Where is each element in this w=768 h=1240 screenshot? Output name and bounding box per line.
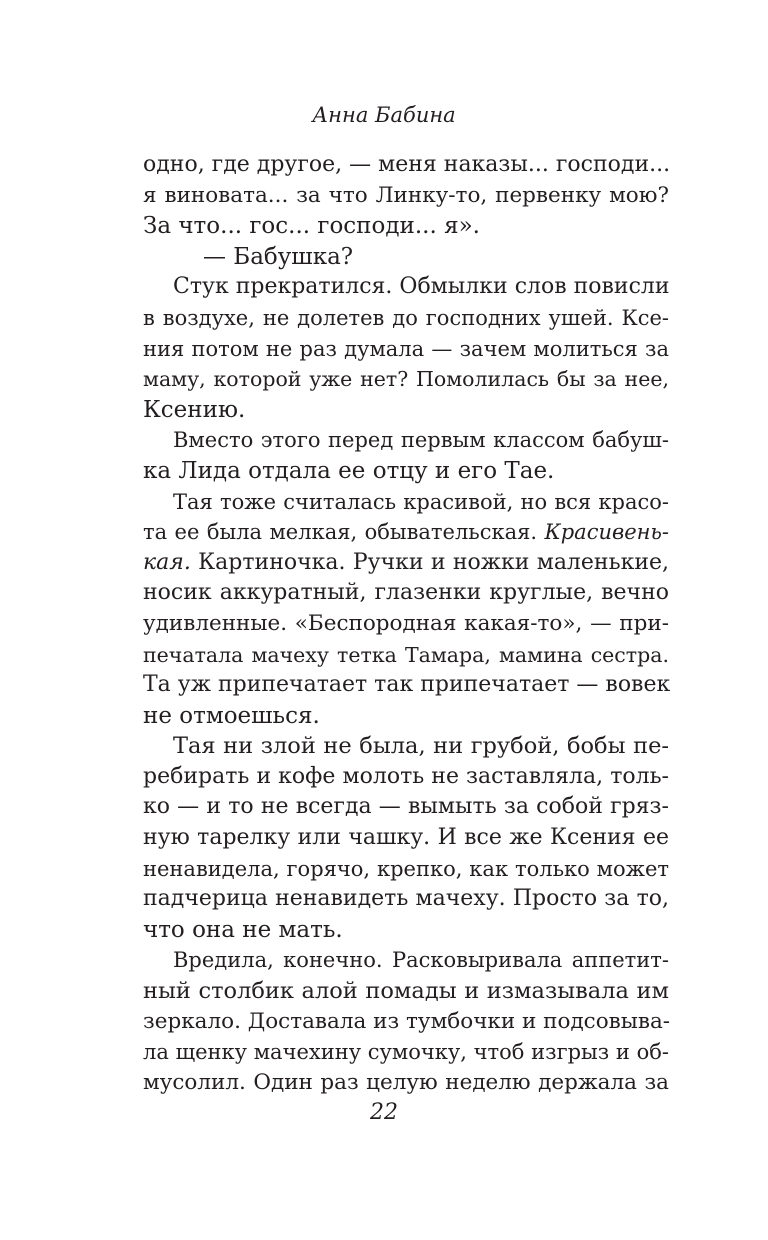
text-line: печатала мачеху тетка Тамара, мамина сестра. <box>143 642 669 667</box>
text-line: ребирать и кофе молоть не заставляла, толь- <box>143 763 669 789</box>
text-line: Вместо этого перед первым классом бабуш- <box>173 428 669 453</box>
text-line: Та уж припечатает так припечатает — вовек <box>143 672 671 698</box>
page-number: 22 <box>370 1100 398 1125</box>
paragraph <box>143 487 669 732</box>
text-line <box>143 517 669 548</box>
text-line: ко — и то не всегда — вымыть за собой гряз- <box>143 794 669 820</box>
text-line: маму, которой уже нет? Помолилась бы за нее, <box>143 367 669 392</box>
italic-segment: кая. <box>143 549 191 575</box>
paragraph <box>143 272 669 425</box>
text-line: Тая тоже считалась красивой, но вся красо- <box>173 489 669 514</box>
text-line: Ксению. <box>143 396 246 423</box>
running-header-author: Анна Бабина <box>312 103 456 127</box>
text-line: что она не мать. <box>143 916 343 943</box>
paragraph <box>143 425 669 486</box>
text-line: ненавидела, горячо, крепко, как только может <box>143 856 669 881</box>
paragraph <box>143 242 669 273</box>
text-segment: Картиночка. Ручки и ножки маленькие, <box>190 549 669 575</box>
text-line: я виновата... за что Линку-то, первенку мою? <box>143 182 669 208</box>
text-line: Вредила, конечно. Расковыривала аппетит- <box>173 948 669 973</box>
text-line: не отмоешься. <box>143 702 320 729</box>
text-line: ла щенку мачехину сумочку, чтоб изгрыз и об- <box>143 1040 669 1065</box>
text-line: в воздухе, не долетев до господних ушей. Ксе- <box>143 305 669 330</box>
text-line: ния потом не раз думала — зачем молиться за <box>143 336 669 361</box>
paragraph <box>143 945 669 1098</box>
text-line: Тая ни злой не была, ни грубой, бобы пе- <box>173 733 669 760</box>
text-line: ка Лида отдала ее отцу и его Тае. <box>143 457 555 484</box>
text-line <box>143 548 669 579</box>
body-text <box>143 150 669 1098</box>
text-line: За что... гос... господи... я». <box>143 213 480 240</box>
text-line: — Бабушка? <box>203 243 354 270</box>
text-line: ную тарелку или чашку. И все же Ксения ее <box>143 825 669 851</box>
text-line: ный столбик алой помады и измазывала им <box>143 978 669 1005</box>
text-line: одно, где другое, — меня наказы... господи... <box>143 152 671 177</box>
text-line: носик аккуратный, глазенки круглые, вечно <box>143 580 669 606</box>
text-line: падчерица ненавидеть мачеху. Просто за то, <box>143 886 669 912</box>
text-line: удивленные. «Беспородная какая-то», — при- <box>143 610 669 636</box>
text-line: Стук прекратился. Обмылки слов повисли <box>173 274 670 300</box>
text-segment: та ее была мелкая, обывательская. <box>143 520 545 545</box>
text-line: мусолил. Один раз целую неделю держала за <box>143 1069 669 1095</box>
italic-segment: Красивень- <box>544 520 669 545</box>
paragraph <box>143 150 669 242</box>
text-line: зеркало. Доставала из тумбочки и подсовыва- <box>143 1008 671 1034</box>
paragraph <box>143 731 669 945</box>
